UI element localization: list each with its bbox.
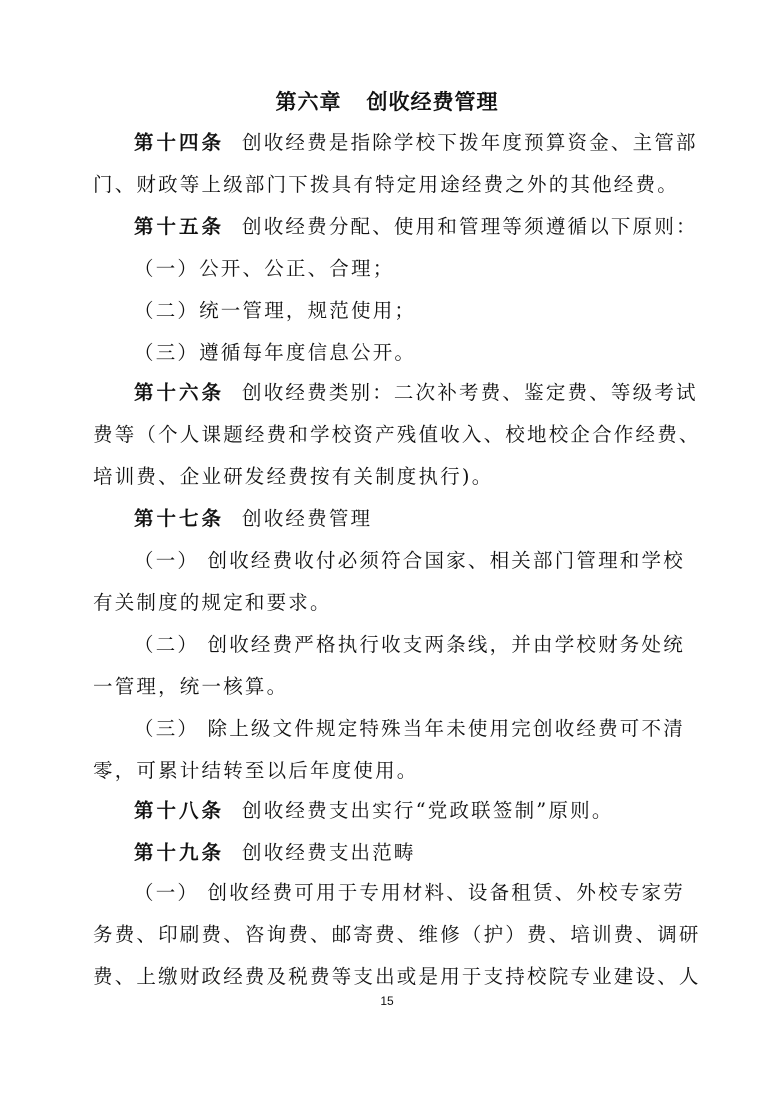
article-19-item-1-line-1: （一） 创收经费可用于专用材料、设备租赁、外校专家劳 [134,881,685,904]
page-number: 15 [380,994,394,1008]
article-19-text-1: 创收经费支出范畴 [242,841,416,864]
article-14-line-1 [134,128,734,158]
article-16-line-1 [134,378,734,408]
article-16-text-1: 创收经费类别：二次补考费、鉴定费、等级考试 [242,381,698,404]
article-19-item-1-line-2: 务费、印刷费、咨询费、邮寄费、维修（护）费、培训费、调研 [93,923,701,946]
article-18-line-1 [134,796,734,826]
article-18-label: 第十八条 [134,799,225,822]
chapter-title: 第六章 创收经费管理 [275,90,499,114]
article-19-label: 第十九条 [134,841,225,864]
article-16-label: 第十六条 [134,381,225,404]
article-14-line-2: 门、财政等上级部门下拨具有特定用途经费之外的其他经费。 [93,173,679,196]
article-16-line-3: 培训费、企业研发经费按有关制度执行)。 [93,465,494,488]
article-15-label: 第十五条 [134,215,225,238]
article-17-item-2-line-2: 一管理，统一核算。 [93,675,289,698]
article-15-item-3: （三）遵循每年度信息公开。 [134,341,417,364]
article-15-text-1: 创收经费分配、使用和管理等须遵循以下原则： [242,215,698,238]
article-15-item-2: （二）统一管理，规范使用； [134,299,417,322]
article-17-line-1 [134,504,734,534]
article-15-item-1: （一）公开、公正、合理； [134,257,395,280]
article-17-text-1: 创收经费管理 [242,507,373,530]
article-17-item-3-line-2: 零，可累计结转至以后年度使用。 [93,759,419,782]
article-19-line-1 [134,838,734,868]
article-17-item-1-line-2: 有关制度的规定和要求。 [93,591,332,614]
article-17-item-3-line-1: （三） 除上级文件规定特殊当年未使用完创收经费可不清 [134,717,685,740]
article-17-item-1-line-1: （一） 创收经费收付必须符合国家、相关部门管理和学校 [134,549,685,572]
article-17-item-2-line-1: （二） 创收经费严格执行收支两条线，并由学校财务处统 [134,633,685,656]
article-15-line-1 [134,212,734,242]
article-14-label: 第十四条 [134,131,225,154]
article-19-item-1-line-3: 费、上缴财政经费及税费等支出或是用于支持校院专业建设、人 [93,965,701,988]
article-14-text-1: 创收经费是指除学校下拨年度预算资金、主管部 [242,131,698,154]
article-18-text-1: 创收经费支出实行“党政联签制”原则。 [242,799,614,822]
article-17-label: 第十七条 [134,507,225,530]
article-16-line-2: 费等（个人课题经费和学校资产残值收入、校地校企合作经费、 [93,423,701,446]
